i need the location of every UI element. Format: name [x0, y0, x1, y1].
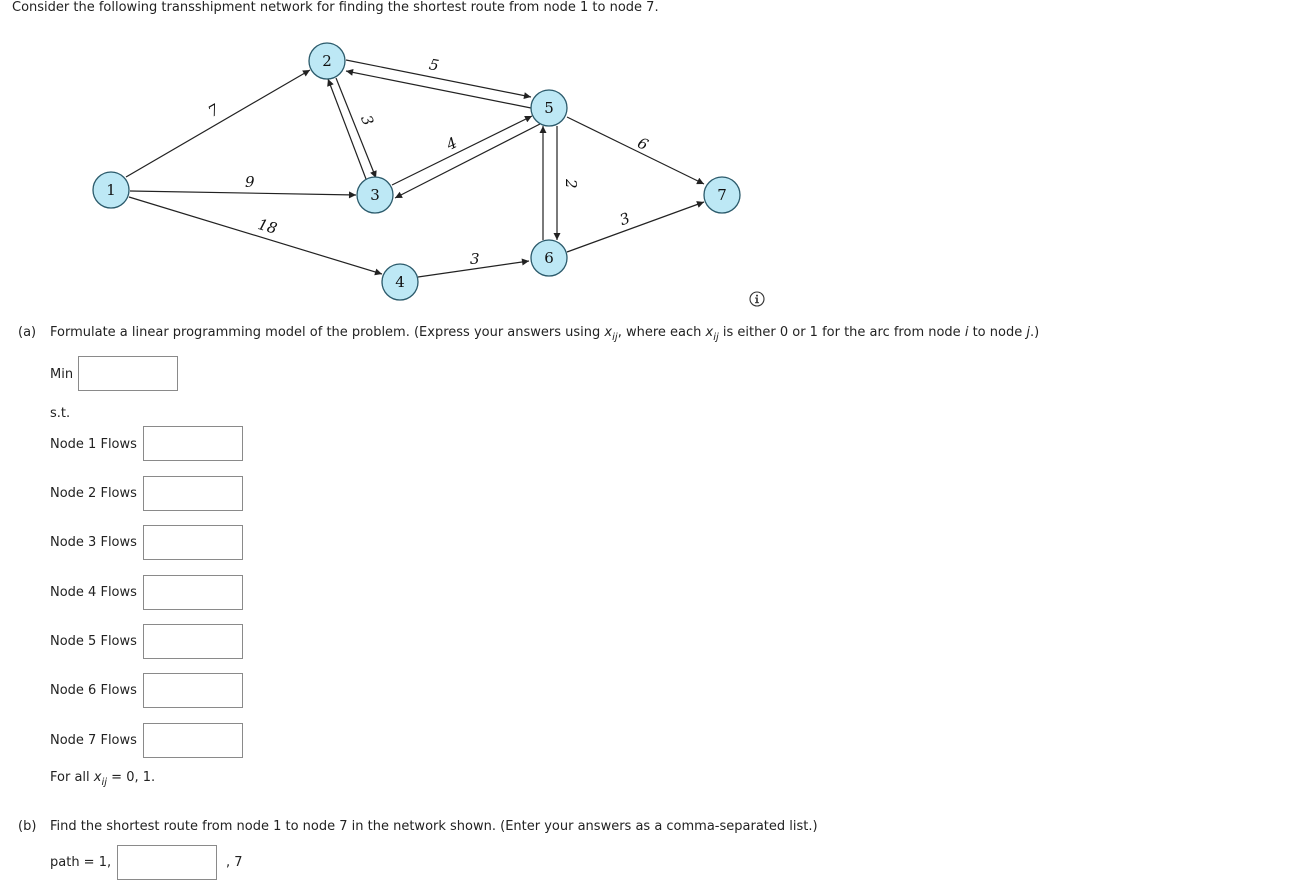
weight-1-3: 9	[245, 173, 255, 191]
arc-5-2	[346, 71, 531, 108]
path-label: path = 1,	[50, 855, 112, 870]
node-4-flows-input[interactable]	[144, 576, 242, 609]
arc-1-4	[129, 197, 382, 274]
node-1-flows-input[interactable]	[144, 427, 242, 460]
part-b-instructions: Find the shortest route from node 1 to node 7 in the network shown. (Enter your answers as a comma-separated list.)	[50, 819, 818, 834]
path-box[interactable]	[117, 845, 217, 880]
network-diagram	[0, 0, 1315, 320]
node-1-flows-label: Node 1 Flows	[50, 437, 137, 452]
objective-input[interactable]	[79, 357, 177, 390]
node-6-label: 6	[544, 249, 554, 267]
weight-1-2: 7	[205, 100, 223, 121]
path-input[interactable]	[118, 846, 216, 879]
node-3-label: 3	[370, 186, 380, 204]
node-5	[531, 90, 567, 126]
node-7-flows-input[interactable]	[144, 724, 242, 757]
node-7	[704, 177, 740, 213]
node-5-flows-box[interactable]	[143, 624, 243, 659]
info-circle-icon[interactable]	[749, 291, 765, 307]
weight-2-3: 3	[357, 112, 378, 129]
weight-3-5: 4	[443, 133, 460, 154]
node-3-flows-box[interactable]	[143, 525, 243, 560]
arc-5-3	[395, 124, 540, 198]
node-6	[531, 240, 567, 276]
path-suffix: , 7	[226, 855, 243, 870]
problem-intro: Consider the following transshipment network for finding the shortest route from node 1 to node 7.	[12, 0, 659, 15]
node-6-flows-input[interactable]	[144, 674, 242, 707]
node-6-flows-label: Node 6 Flows	[50, 683, 137, 698]
weight-4-6: 3	[470, 250, 480, 268]
node-7-label: 7	[717, 186, 727, 204]
node-2-flows-box[interactable]	[143, 476, 243, 511]
node-1	[93, 172, 129, 208]
node-4-label: 4	[395, 273, 405, 291]
weight-2-5: 5	[427, 55, 441, 75]
node-5-flows-label: Node 5 Flows	[50, 634, 137, 649]
arc-2-3	[336, 78, 376, 178]
binary-constraint: For all $x_{ij} = 0$, 1.	[50, 770, 156, 788]
node-7-flows-box[interactable]	[143, 723, 243, 758]
arc-1-3	[130, 191, 356, 195]
weight-1-4: 18	[255, 215, 280, 238]
arc-6-7	[567, 202, 704, 252]
node-2-flows-label: Node 2 Flows	[50, 486, 137, 501]
weight-5-7: 6	[634, 133, 652, 155]
arc-3-5	[392, 116, 532, 185]
part-a-label: (a)	[18, 325, 37, 340]
node-3-flows-label: Node 3 Flows	[50, 535, 137, 550]
min-label: Min	[50, 367, 74, 382]
node-4-flows-label: Node 4 Flows	[50, 585, 137, 600]
objective-box[interactable]	[78, 356, 178, 391]
node-4	[382, 264, 418, 300]
node-1-flows-box[interactable]	[143, 426, 243, 461]
part-b-label: (b)	[18, 819, 37, 834]
node-4-flows-box[interactable]	[143, 575, 243, 610]
weight-5-6: 2	[562, 179, 580, 189]
node-3-flows-input[interactable]	[144, 526, 242, 559]
arc-5-7	[567, 117, 704, 184]
node-2-flows-input[interactable]	[144, 477, 242, 510]
st-label: s.t.	[50, 406, 71, 421]
node-1-label: 1	[106, 181, 116, 199]
node-5-label: 5	[544, 99, 554, 117]
node-7-flows-label: Node 7 Flows	[50, 733, 137, 748]
arc-3-2	[328, 79, 366, 179]
node-5-flows-input[interactable]	[144, 625, 242, 658]
node-2	[309, 43, 345, 79]
node-2-label: 2	[322, 52, 332, 70]
node-3	[357, 177, 393, 213]
part-a-instructions: Formulate a linear programming model of the problem. (Express your answers using $x_{ij}$, where each $x_{ij}$ is either 0 or 1 for the arc from node i to node j.)	[50, 325, 1040, 343]
node-6-flows-box[interactable]	[143, 673, 243, 708]
arc-1-2	[126, 70, 310, 177]
weight-6-7: 3	[617, 208, 633, 230]
